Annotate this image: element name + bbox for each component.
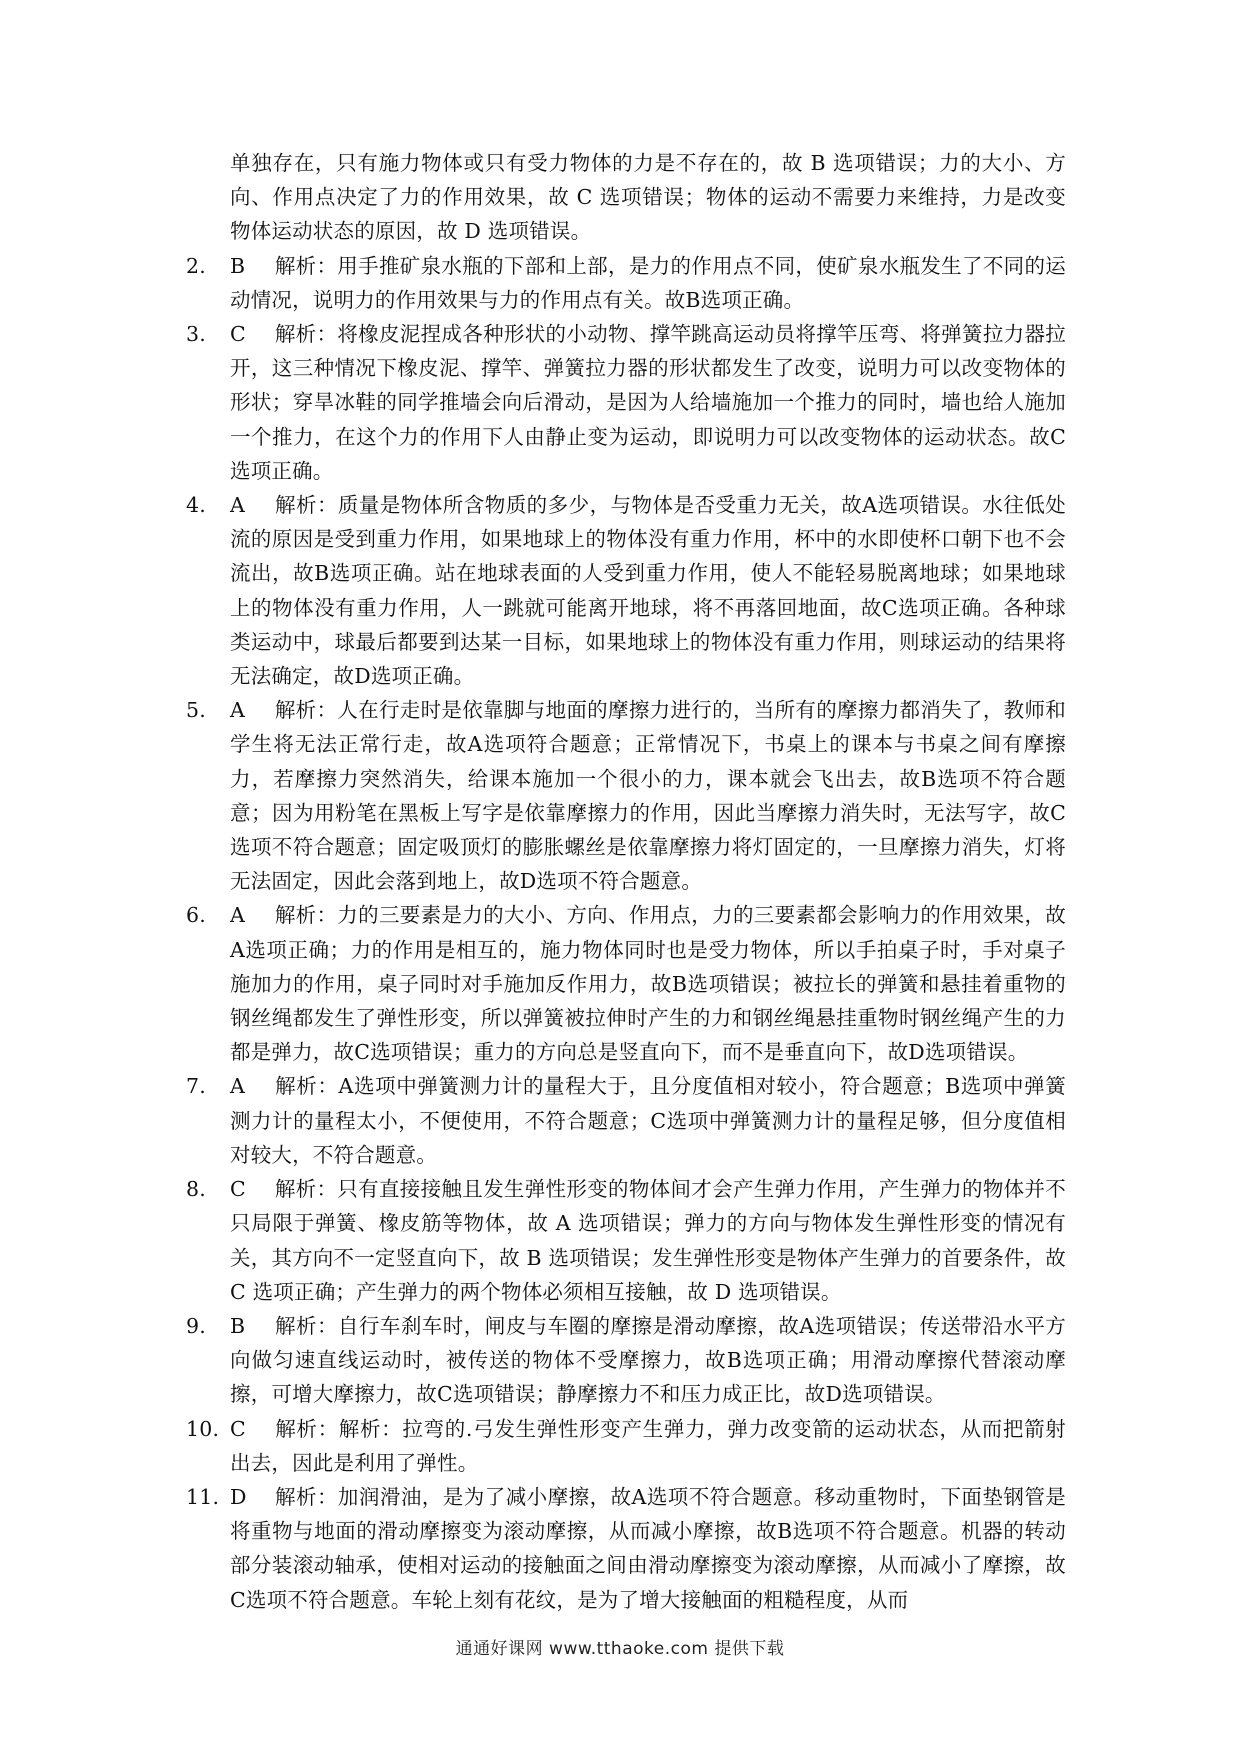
item-explanation: 解析：力的三要素是力的大小、方向、作用点，力的三要素都会影响力的作用效果，故A选项正确；力的作用是相互的，施力物体同时也是受力物体，所以手拍桌子时，手对桌子施加力的作用，桌子同时对手施加反作用力，故B选项错误；被拉长的弹簧和悬挂着重物的钢丝绳都发生了弹性形变，所以弹簧被拉伸时产生的力和钢丝绳悬挂重物时钢丝绳产生的力都是弹力，故C选项错误；重力的方向总是竖直向下，而不是垂直向下，故D选项错误。 xyxy=(230,903,1066,1065)
intro-paragraph: 单独存在，只有施力物体或只有受力物体的力是不存在的，故 B 选项错误；力的大小、方向、作用点决定了力的作用效果，故 C 选项错误；物体的运动不需要力来维持，力是改变物体运动状态的原因，故 D 选项错误。 xyxy=(230,151,1066,244)
item-answer: D xyxy=(230,1484,247,1509)
answer-item-6 xyxy=(186,898,1066,1069)
item-number: 7. xyxy=(186,1074,206,1099)
item-explanation: 解析：用手推矿泉水瓶的下部和上部，是力的作用点不同，使矿泉水瓶发生了不同的运动情况，说明力的作用效果与力的作用点有关。故B选项正确。 xyxy=(230,253,1066,312)
item-answer: C xyxy=(230,322,246,347)
item-number: 6. xyxy=(186,903,206,928)
item-number: 5. xyxy=(186,698,206,723)
item-explanation: 解析：自行车刹车时，闸皮与车圈的摩擦是滑动摩擦，故A选项错误；传送带沿水平方向做匀速直线运动时，被传送的物体不受摩擦力，故B选项正确；用滑动摩擦代替滚动摩擦，可增大摩擦力，故C选项错误；静摩擦力不和压力成正比，故D选项错误。 xyxy=(230,1313,1067,1407)
answer-list xyxy=(186,146,1066,1617)
item-number: 10. xyxy=(186,1416,220,1441)
item-number: 8. xyxy=(186,1177,206,1202)
item-answer: A xyxy=(230,698,246,723)
answer-item-3 xyxy=(186,317,1066,488)
item-explanation: 解析：人在行走时是依靠脚与地面的摩擦力进行的，当所有的摩擦力都消失了，教师和学生将无法正常行走，故A选项符合题意；正常情况下，书桌上的课本与书桌之间有摩擦力，若摩擦力突然消失，给课本施加一个很小的力，课本就会飞出去，故B选项不符合题意；因为用粉笔在黑板上写字是依靠摩擦力的作用，因此当摩擦力消失时，无法写字，故C选项不符合题意；固定吸顶灯的膨胀螺丝是依靠摩擦力将灯固定的，一旦摩擦力消失，灯将无法固定，因此会落到地上，故D选项不符合题意。 xyxy=(230,698,1066,894)
page-footer: 通通好课网 www.tthaoke.com 提供下载 xyxy=(455,1639,785,1659)
item-explanation: 解析：将橡皮泥捏成各种形状的小动物、撑竿跳高运动员将撑竿压弯、将弹簧拉力器拉开，这三种情况下橡皮泥、撑竿、弹簧拉力器的形状都发生了改变，说明力可以改变物体的形状；穿旱冰鞋的同学推墙会向后滑动，是因为人给墙施加一个推力的同时，墙也给人施加一个推力，在这个力的作用下人由静止变为运动，即说明力可以改变物体的运动状态。故C选项正确。 xyxy=(230,322,1066,483)
item-answer: A xyxy=(230,1074,246,1099)
answer-item-7 xyxy=(186,1069,1066,1172)
item-answer: B xyxy=(230,1313,246,1338)
answer-item-4 xyxy=(186,488,1066,693)
item-number: 9. xyxy=(186,1313,206,1338)
answer-item-5 xyxy=(186,693,1066,898)
item-number: 4. xyxy=(186,493,206,518)
item-number: 3. xyxy=(186,322,206,347)
item-answer: A xyxy=(230,903,246,928)
item-explanation: 解析：加润滑油，是为了减小摩擦，故A选项不符合题意。移动重物时，下面垫钢管是将重物与地面的滑动摩擦变为滚动摩擦，从而减小摩擦，故B选项不符合题意。机器的转动部分装滚动轴承，使相对运动的接触面之间由滑动摩擦变为滚动摩擦，从而减小了摩擦，故C选项不符合题意。车轮上刻有花纹，是为了增大接触面的粗糙程度，从而 xyxy=(230,1484,1067,1612)
item-number: 2. xyxy=(186,253,206,278)
item-explanation: 解析：质量是物体所含物质的多少，与物体是否受重力无关，故A选项错误。水往低处流的原因是受到重力作用，如果地球上的物体没有重力作用，杯中的水即使杯口朝下也不会流出，故B选项正确。站在地球表面的人受到重力作用，使人不能轻易脱离地球；如果地球上的物体没有重力作用，人一跳就可能离开地球，将不再落回地面，故C选项正确。各种球类运动中，球最后都要到达某一目标，如果地球上的物体没有重力作用，则球运动的结果将无法确定，故D选项正确。 xyxy=(230,493,1067,689)
answer-item-8 xyxy=(186,1172,1066,1309)
item-explanation: 解析：A选项中弹簧测力计的量程大于，且分度值相对较小，符合题意；B选项中弹簧测力计的量程太小，不便使用，不符合题意；C选项中弹簧测力计的量程足够，但分度值相对较大，不符合题意。 xyxy=(230,1074,1067,1167)
item-answer: A xyxy=(230,493,246,518)
answer-item-2 xyxy=(186,249,1066,317)
item-explanation: 解析：只有直接接触且发生弹性形变的物体间才会产生弹力作用，产生弹力的物体并不只局限于弹簧、橡皮筋等物体，故 A 选项错误；弹力的方向与物体发生弹性形变的情况有关，其方向不一定竖直向下，故 B 选项错误；发生弹性形变是物体产生弹力的首要条件，故 C 选项正确；产生弹力的两个物体必须相互接触，故 D 选项错误。 xyxy=(230,1177,1066,1304)
answer-item-11 xyxy=(186,1480,1066,1617)
answer-item-9 xyxy=(186,1309,1066,1412)
item-number: 11. xyxy=(186,1484,220,1509)
item-answer: B xyxy=(230,253,246,278)
item-answer: C xyxy=(230,1416,246,1441)
answer-item-10 xyxy=(186,1412,1066,1480)
item-answer: C xyxy=(230,1177,246,1202)
item-explanation: 解析：解析：拉弯的.弓发生弹性形变产生弹力，弹力改变箭的运动状态，从而把箭射出去，因此是利用了弹性。 xyxy=(230,1416,1066,1475)
